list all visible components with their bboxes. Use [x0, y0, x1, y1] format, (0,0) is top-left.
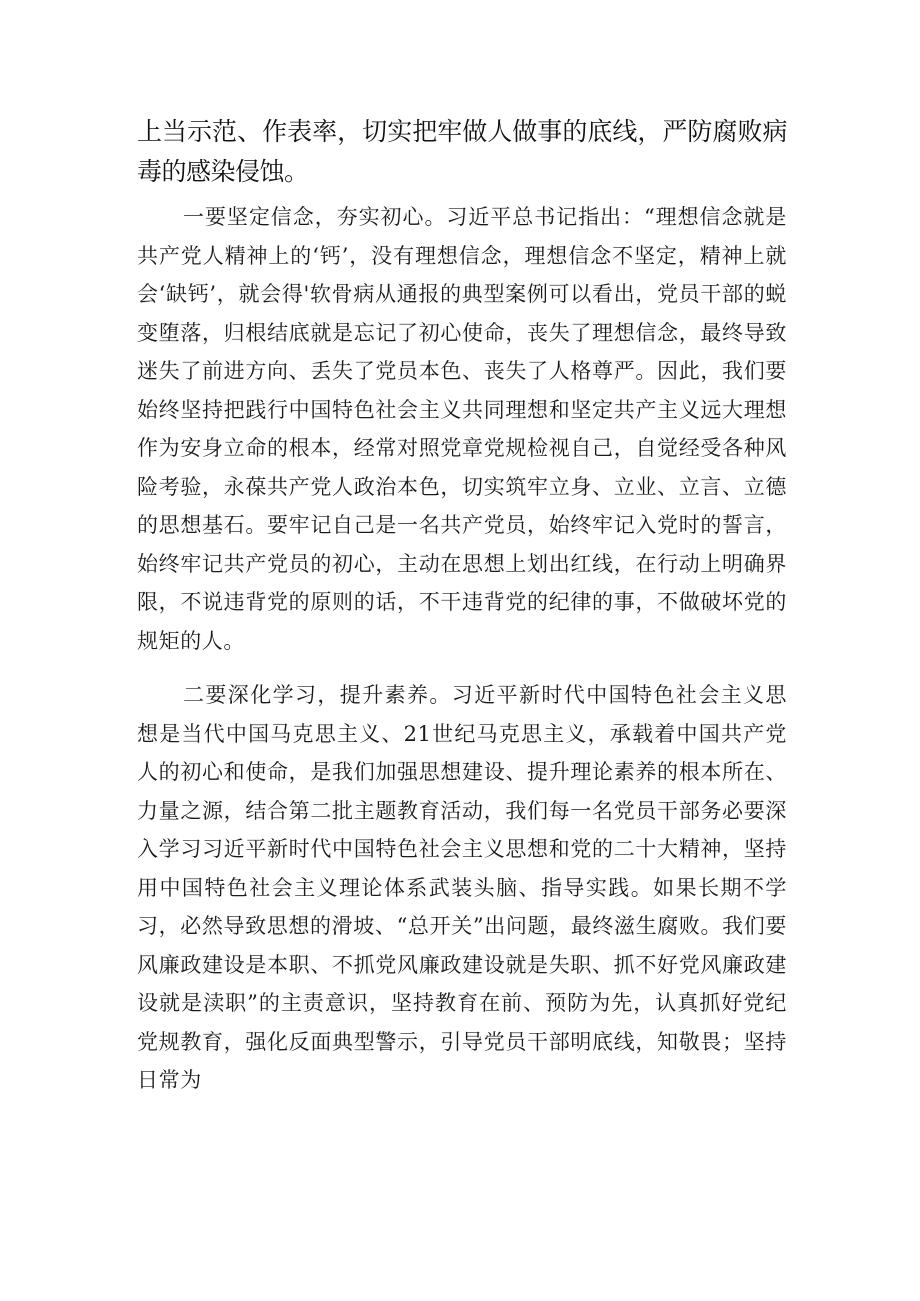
- lead-paragraph: 上当示范、作表率，切实把牢做人做事的底线，严防腐败病毒的感染侵蚀。: [137, 117, 787, 186]
- paragraph-firm-belief: 一要坚定信念，夯实初心。习近平总书记指出：“理想信念就是共产党人精神上的‘钙’，没有理想信念，理想信念不坚定，精神上就会‘缺钙’，就会得'软骨病从通报的典型案例可以看出，党员干部的蜕变堕落，归根结底就是忘记了初心使命，丧失了理想信念，最终导致迷失了前进方向、丢失了党员本色、丧失了人格尊严。因此，我们要始终坚持把践行中国特色社会主义共同理想和坚定共产主义远大理想作为安身立命的根本，经常对照党章党规检视自己，自觉经受各种风险考验，永葆共产党人政治本色，切实筑牢立身、立业、立言、立德的思想基石。要牢记自己是一名共产党员，始终牢记入党时的誓言，始终牢记共产党员的初心，主动在思想上划出红线，在行动上明确界限，不说违背党的原则的话，不干违背党的纪律的事，不做破坏党的规矩的人。: [137, 205, 787, 653]
- document-body: [137, 112, 787, 1100]
- paragraph-deepen-study: 二要深化学习，提升素养。习近平新时代中国特色社会主义思想是当代中国马克思主义、21世纪马克思主义，承载着中国共产党人的初心和使命，是我们加强思想建设、提升理论素养的根本所在、力量之源，结合第二批主题教育活动，我们每一名党员干部务必要深入学习习近平新时代中国特色社会主义思想和党的二十大精神，坚持用中国特色社会主义理论体系武装头脑、指导实践。如果长期不学习，必然导致思想的滑坡、“总开关”出问题，最终滋生腐败。我们要风廉政建设是本职、不抓党风廉政建设就是失职、抓不好党风廉政建设就是渎职”的主责意识，坚持教育在前、预防为先，认真抓好党纪党规教育，强化反面典型警示，引导党员干部明底线，知敬畏；坚持日常为: [137, 683, 787, 1092]
